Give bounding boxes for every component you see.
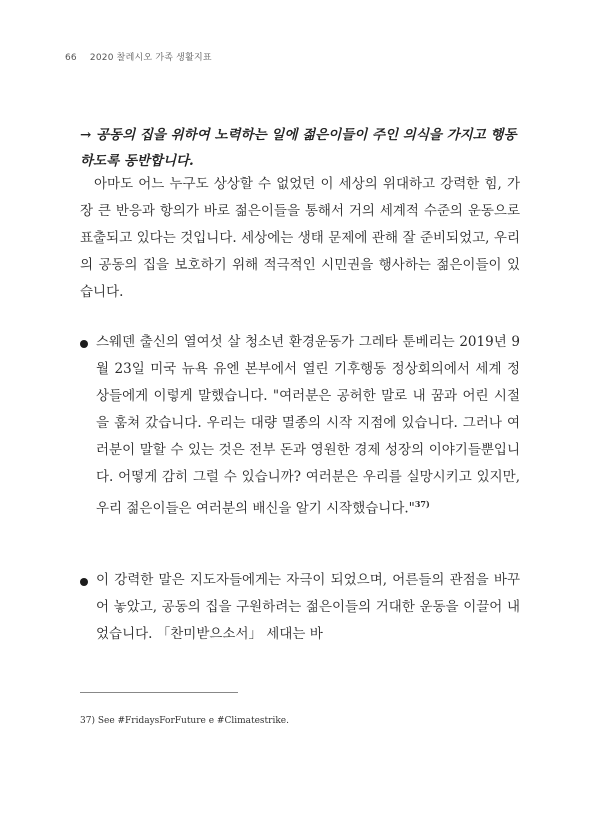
footnote: 37) See #FridaysForFuture e #Climatestrike. (80, 716, 289, 726)
bullet-icon (80, 578, 88, 586)
footnote-ref[interactable]: 37) (414, 499, 430, 509)
running-title: 2020 찰레시오 가족 생활지표 (89, 53, 212, 63)
page-number: 66 (65, 53, 77, 63)
list-item-text: 스웨덴 출신의 열여섯 살 청소년 환경운동가 그레타 툰베리는 2019년 9월 23일 미국 뉴욕 유엔 본부에서 열린 기후행동 정상회의에서 세계 정상들에게 이렇게 말했습니다. "여러분은 공허한 말로 내 꿈과 어린 시절을 훔쳐 갔습니다. 우리는 대량 멸종의 시작 지점에 있습니다. 그러나 여러분이 말할 수 있는 것은 전부 돈과 영원한 경제 성장의 이야기들뿐입니다. 어떻게 감히 그럴 수 있습니까? 여러분은 우리를 실망시키고 있지만, 우리 젊은이들은 여러분의 배신을 알기 시작했습니다."$^{37)}$ (96, 334, 520, 517)
footnote-divider (80, 692, 238, 693)
lead-text: 공동의 집을 위하여 노력하는 일에 젊은이들이 주인 의식을 가지고 행동하도록 동반합니다. (80, 127, 517, 169)
running-header (65, 50, 212, 63)
arrow-icon: → (80, 127, 92, 143)
list-item (80, 567, 520, 648)
list-item (80, 329, 520, 523)
list-item-text: 이 강력한 말은 지도자들에게는 자극이 되었으며, 어른들의 관점을 바꾸어 놓았고, 공동의 집을 구원하려는 젊은이들의 거대한 운동을 이끌어 내었습니다. 「찬미받으소서」 세대는 바 (96, 572, 520, 642)
body-paragraph: 아마도 어느 누구도 상상할 수 없었던 이 세상의 위대하고 강력한 힘, 가장 큰 반응과 항의가 바로 젊은이들을 통해서 거의 세계적 수준의 운동으로 표출되고 있다는 것입니다. 세상에는 생태 문제에 관해 잘 준비되었고, 우리의 공동의 집을 보호하기 위해 적극적인 시민권을 행사하는 젊은이들이 있습니다. (80, 176, 520, 300)
lead-statement (80, 122, 518, 174)
bullet-icon (80, 340, 88, 348)
